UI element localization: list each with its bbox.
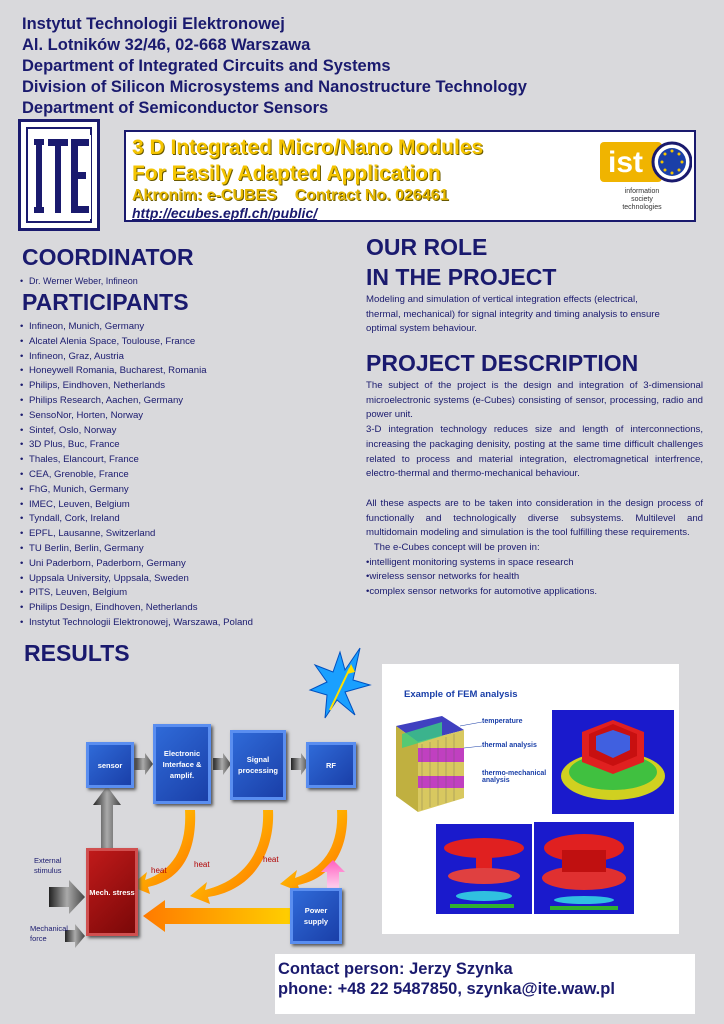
deform-result-icon bbox=[534, 822, 634, 914]
description-heading: PROJECT DESCRIPTION bbox=[366, 350, 639, 376]
rf-box: RF bbox=[306, 742, 356, 788]
role-heading-1: OUR ROLE bbox=[366, 234, 488, 260]
header-line: Department of Integrated Circuits and Systems bbox=[22, 57, 391, 75]
fem-images bbox=[382, 664, 679, 934]
participant-item: • SensoNor, Horten, Norway bbox=[20, 409, 253, 424]
ist-caption-3: technologies bbox=[622, 204, 662, 211]
participant-item: • Instytut Technologii Elektronowej, Warszawa, Poland bbox=[20, 616, 253, 631]
description-p1: The subject of the project is the design and integration of 3-dimensional microelectronic systems (e-Cubes) consisting of sensor, processing, radio and power unit. bbox=[366, 380, 703, 421]
ist-caption bbox=[620, 188, 664, 212]
contact-box bbox=[275, 954, 695, 1014]
external-stimulus-label: External stimulus bbox=[34, 856, 62, 875]
cube-model-icon bbox=[396, 716, 464, 812]
participant-item: • Philips Design, Eindhoven, Netherlands bbox=[20, 601, 253, 616]
stress-result-icon bbox=[436, 824, 532, 914]
mech-stress-box: Mech. stress bbox=[86, 848, 138, 936]
header-line: Department of Semiconductor Sensors bbox=[22, 99, 329, 117]
rf-burst-icon bbox=[310, 648, 370, 718]
participant-item: • FhG, Munich, Germany bbox=[20, 483, 253, 498]
participant-item: • EPFL, Lausanne, Switzerland bbox=[20, 527, 253, 542]
fem-label-thermal: thermal analysis bbox=[482, 742, 537, 749]
participant-item: • IMEC, Leuven, Belgium bbox=[20, 498, 253, 513]
participant-item: • Infineon, Munich, Germany bbox=[20, 320, 253, 335]
coordinator-heading: COORDINATOR bbox=[22, 244, 194, 270]
power-arrow-icon bbox=[143, 900, 293, 932]
stimulus-arrow-icon bbox=[49, 880, 85, 914]
sensor-box: sensor bbox=[86, 742, 134, 788]
fem-label-temperature: temperature bbox=[482, 718, 523, 725]
participant-item: • Philips, Eindhoven, Netherlands bbox=[20, 379, 253, 394]
participants-heading: PARTICIPANTS bbox=[22, 289, 189, 315]
banner-url[interactable]: http://ecubes.epfl.ch/public/ bbox=[132, 205, 318, 221]
project-banner bbox=[124, 130, 696, 222]
participant-item: • Honeywell Romania, Bucharest, Romania bbox=[20, 364, 253, 379]
participant-item: • Philips Research, Aachen, Germany bbox=[20, 394, 253, 409]
signal-processing-box: Signal processing bbox=[230, 730, 286, 800]
participant-item: • Tyndall, Cork, Ireland bbox=[20, 512, 253, 527]
power-supply-box: Power supply bbox=[290, 888, 342, 944]
ist-text: ist bbox=[608, 146, 644, 179]
header-line: Instytut Technologii Elektronowej bbox=[22, 15, 285, 33]
thermal-result-icon bbox=[552, 710, 674, 814]
participant-item: • Alcatel Alenia Space, Toulouse, France bbox=[20, 335, 253, 350]
results-heading: RESULTS bbox=[24, 640, 130, 666]
ist-caption-2: society bbox=[631, 196, 653, 203]
mechanical-force-label: Mechanical force bbox=[30, 924, 68, 943]
description-p2: 3-D integration technology reduces size and length of interconnections, increasing the packaging denisity, posting at the same time difficult challenges related to process and material integration, electromagnetical interfrence, electro-thermal and thermo-mechanical behaviour. bbox=[366, 424, 703, 480]
header-line: Al. Lotników 32/46, 02-668 Warszawa bbox=[22, 36, 311, 54]
description-p4: The e-Cubes concept will be proven in: bbox=[366, 542, 540, 554]
role-text: Modeling and simulation of vertical integration effects (electrical, thermal, mechanical) for signal integrity and timing analysis to ensure optimal system behaviour. bbox=[366, 294, 660, 335]
fem-title: Example of FEM analysis bbox=[404, 689, 518, 700]
description-p3: All these aspects are to be taken into consideration in the design process of functionally and technologically diverse subsystems. Multilevel and multidomain modeling and simulation is the tool fulfilling these requirements. bbox=[366, 497, 703, 539]
electronic-interface-box: Electronic Interface & amplif. bbox=[153, 724, 211, 804]
description-bullet: •complex sensor networks for automotive applications. bbox=[366, 586, 598, 598]
ist-logo-icon bbox=[600, 138, 692, 188]
role-heading-2: IN THE PROJECT bbox=[366, 264, 557, 290]
ist-logo bbox=[600, 138, 692, 218]
participant-item: • Infineon, Graz, Austria bbox=[20, 350, 253, 365]
participant-item: • Uppsala University, Uppsala, Sweden bbox=[20, 572, 253, 587]
contact-phone-email[interactable]: phone: +48 22 5487850, szynka@ite.waw.pl bbox=[278, 980, 615, 998]
banner-acronym: Akronim: e-CUBES Contract No. 026461 bbox=[132, 187, 449, 204]
heat-arrow-icon bbox=[130, 810, 195, 894]
description-bullet: •intelligent monitoring systems in space research bbox=[366, 556, 574, 568]
heat-label: heat bbox=[263, 855, 279, 864]
participant-item: • TU Berlin, Berlin, Germany bbox=[20, 542, 253, 557]
participant-item: • PITS, Leuven, Belgium bbox=[20, 586, 253, 601]
ite-logo-inner bbox=[26, 127, 92, 223]
header-line: Division of Silicon Microsystems and Nanostructure Technology bbox=[22, 78, 527, 96]
heat-label: heat bbox=[194, 860, 210, 869]
participant-item: • Thales, Elancourt, France bbox=[20, 453, 253, 468]
banner-title-2: For Easily Adapted Application bbox=[132, 162, 441, 185]
institute-header bbox=[22, 14, 527, 119]
spacer bbox=[366, 482, 703, 497]
contact-person: Contact person: Jerzy Szynka bbox=[278, 960, 513, 978]
up-arrow-icon bbox=[93, 786, 121, 848]
coordinator-item: • Dr. Werner Weber, Infineon bbox=[20, 274, 138, 289]
heat-label: heat bbox=[151, 866, 167, 875]
banner-title-1: 3 D Integrated Micro/Nano Modules bbox=[132, 136, 484, 159]
heat-arrow-icon bbox=[190, 810, 273, 904]
fem-analysis-panel bbox=[382, 664, 679, 934]
participants-list bbox=[20, 320, 253, 631]
fem-label-thermo-mech: thermo-mechanical analysis bbox=[482, 770, 547, 784]
description-bullet: •wireless sensor networks for health bbox=[366, 571, 520, 583]
ist-caption-1: information bbox=[624, 188, 660, 195]
description-body bbox=[366, 379, 703, 600]
ite-logo-icon bbox=[28, 129, 94, 225]
coordinator-list bbox=[20, 274, 138, 289]
participant-item: • CEA, Grenoble, France bbox=[20, 468, 253, 483]
participant-item: • Sintef, Oslo, Norway bbox=[20, 424, 253, 439]
participant-item: • Uni Paderborn, Paderborn, Germany bbox=[20, 557, 253, 572]
ite-logo bbox=[18, 119, 100, 231]
participant-item: • 3D Plus, Buc, France bbox=[20, 438, 253, 453]
